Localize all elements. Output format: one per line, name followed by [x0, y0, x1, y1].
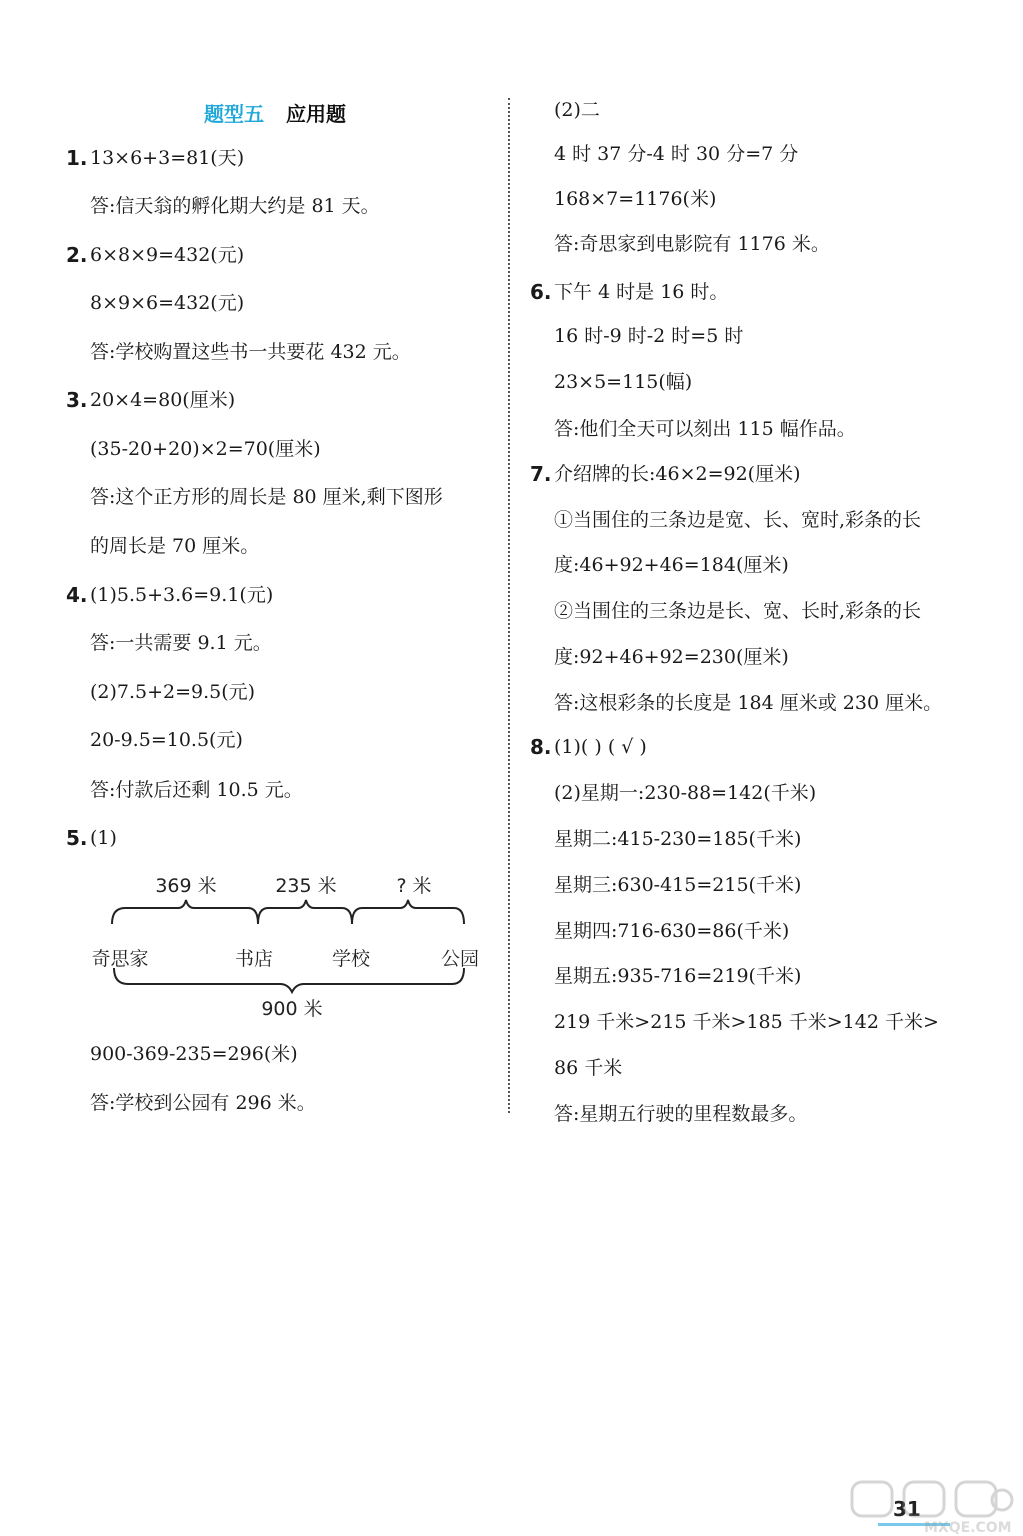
answer-text: 16 时-9 时-2 时=5 时	[554, 325, 744, 347]
answer-text: 8×9×6=432(元)	[90, 292, 245, 314]
place-home: 奇思家	[91, 948, 149, 970]
svg-text:MXQE.COM: MXQE.COM	[924, 1520, 1012, 1536]
answer-text: 20×4=80(厘米)	[90, 389, 236, 411]
answer-text: 答:一共需要 9.1 元。	[90, 632, 272, 654]
answer-text: 答:学校到公园有 296 米。	[90, 1092, 316, 1114]
answer-text: 的周长是 70 厘米。	[90, 535, 260, 557]
place-school: 学校	[331, 948, 371, 970]
question-number: 1.	[66, 146, 88, 170]
answer-text: (1)5.5+3.6=9.1(元)	[90, 584, 274, 606]
column-divider	[508, 98, 510, 1113]
question-number: 5.	[66, 826, 88, 850]
bottom-brace	[114, 968, 464, 992]
page-number: 31	[893, 1497, 921, 1521]
answer-text: ①当围住的三条边是宽、长、宽时,彩条的长	[554, 509, 922, 531]
answer-text: (2)星期一:230-88=142(千米)	[554, 782, 817, 804]
place-park: 公园	[440, 948, 480, 970]
answer-text: 219 千米>215 千米>185 千米>142 千米>	[554, 1011, 939, 1033]
answer-text: 答:奇思家到电影院有 1176 米。	[554, 233, 830, 255]
question-number: 8.	[530, 735, 552, 759]
section-header	[204, 98, 346, 127]
answer-text: 星期二:415-230=185(千米)	[554, 828, 802, 850]
answer-text: (1)	[90, 827, 117, 849]
answer-text: 答:学校购置这些书一共要花 432 元。	[90, 341, 411, 363]
place-bookstore: 书店	[234, 948, 274, 970]
total-label: 900 米	[261, 998, 323, 1020]
answer-text: 星期三:630-415=215(千米)	[554, 874, 802, 896]
segment-label-2: 235 米	[275, 875, 337, 897]
answer-text: (2)二	[554, 99, 600, 121]
top-brace-segment-1	[112, 900, 258, 924]
answer-text: (35-20+20)×2=70(厘米)	[90, 438, 321, 460]
answer-text: 答:这根彩条的长度是 184 厘米或 230 厘米。	[554, 692, 943, 714]
segment-label-1: 369 米	[155, 875, 217, 897]
answer-text: 23×5=115(幅)	[554, 371, 693, 393]
top-brace-segment-2	[258, 900, 352, 924]
answer-text: 13×6+3=81(天)	[90, 147, 245, 169]
segment-label-3: ? 米	[396, 875, 432, 897]
answer-text: 4 时 37 分-4 时 30 分=7 分	[554, 143, 799, 165]
answer-text: 答:这个正方形的周长是 80 厘米,剩下图形	[90, 486, 443, 508]
answer-text: 20-9.5=10.5(元)	[90, 729, 243, 751]
answer-text: 答:星期五行驶的里程数最多。	[554, 1103, 808, 1125]
answer-text: 答:他们全天可以刻出 115 幅作品。	[554, 418, 856, 440]
answer-text: 900-369-235=296(米)	[90, 1043, 298, 1065]
question-number: 7.	[530, 462, 552, 486]
answer-text: (1)( ) ( √ )	[554, 736, 647, 758]
answer-text: 星期五:935-716=219(千米)	[554, 965, 802, 987]
answer-text: 168×7=1176(米)	[554, 188, 717, 210]
answer-text: 星期四:716-630=86(千米)	[554, 920, 790, 942]
answer-text: 度:46+92+46=184(厘米)	[554, 554, 789, 576]
question-number: 2.	[66, 243, 88, 267]
question-number: 3.	[66, 388, 88, 412]
answer-text: 6×8×9=432(元)	[90, 244, 245, 266]
section-label: 题型五	[204, 102, 264, 126]
answer-text: ②当围住的三条边是长、宽、长时,彩条的长	[554, 600, 922, 622]
answer-text: 答:信天翁的孵化期大约是 81 天。	[90, 195, 380, 217]
answer-text: 答:付款后还剩 10.5 元。	[90, 779, 303, 801]
section-title: 应用题	[286, 102, 346, 126]
top-brace-segment-3	[352, 900, 464, 924]
answer-text: (2)7.5+2=9.5(元)	[90, 681, 256, 703]
question-number: 4.	[66, 583, 88, 607]
answer-text: 度:92+46+92=230(厘米)	[554, 646, 789, 668]
answer-text: 86 千米	[554, 1057, 623, 1079]
answer-text: 下午 4 时是 16 时。	[554, 281, 729, 303]
question-number: 6.	[530, 280, 552, 304]
watermark-logo	[848, 1478, 1016, 1536]
answer-text: 介绍牌的长:46×2=92(厘米)	[554, 463, 801, 485]
distance-diagram	[80, 868, 480, 1028]
